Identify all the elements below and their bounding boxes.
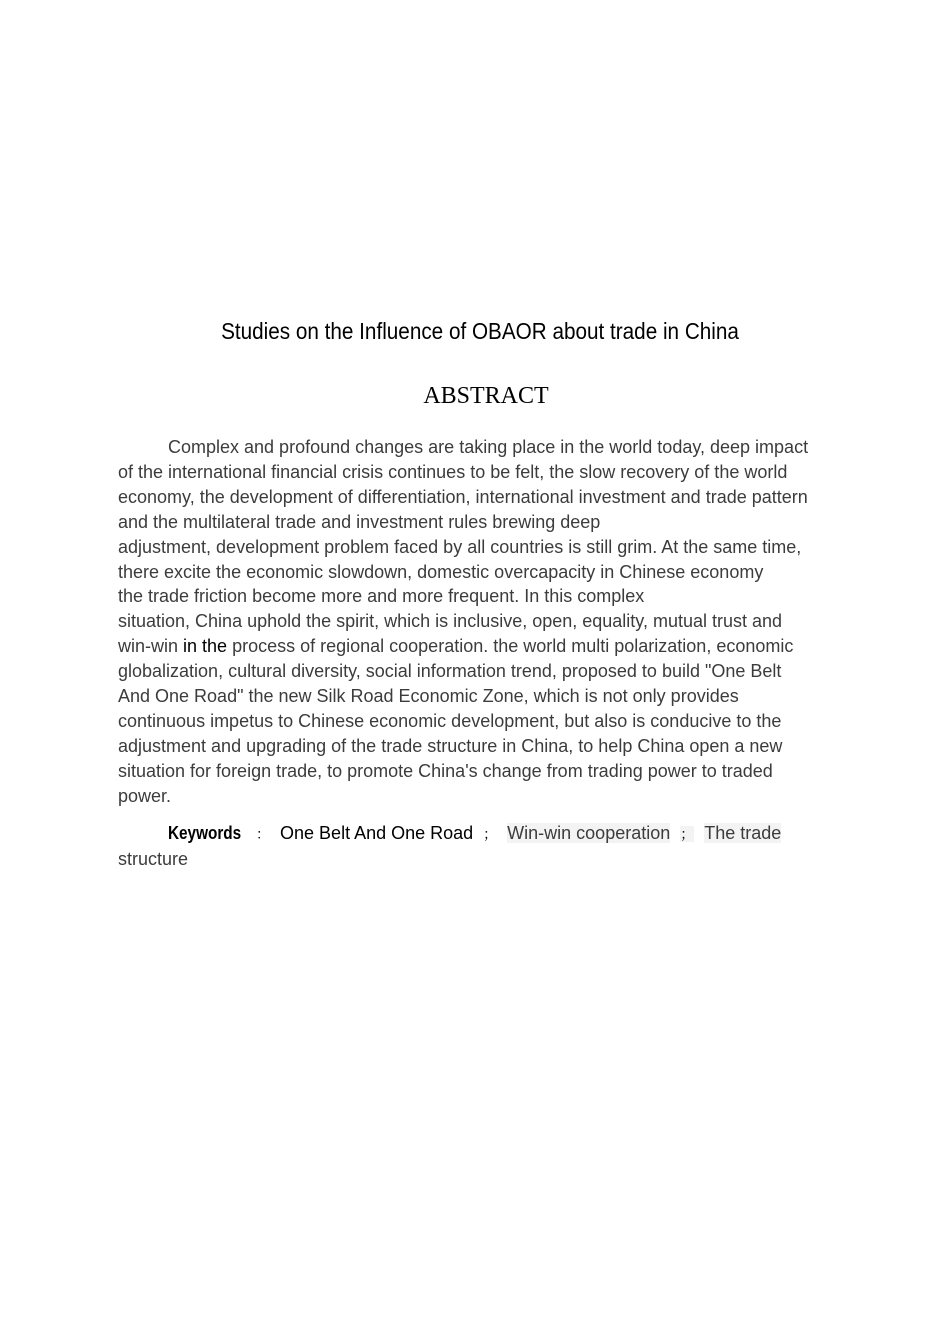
keyword-item: The trade: [704, 823, 782, 843]
keywords-label: Keywords: [168, 823, 242, 843]
abstract-line: adjustment, development problem faced by all countries is still grim. At the same time,: [118, 536, 802, 557]
abstract-line: and the multilateral trade and investment rules brewing deep: [118, 511, 601, 532]
page-title: Studies on the Influence of OBAOR about trade in China: [221, 318, 739, 344]
abstract-line: there excite the economic slowdown, domestic overcapacity in Chinese economy: [118, 561, 764, 582]
abstract-line: the trade friction become more and more frequent. In this complex: [118, 586, 645, 607]
abstract-line: of the international financial crisis continues to be felt, the slow recovery of the world: [118, 461, 788, 482]
keyword-separator: ；: [483, 826, 498, 842]
abstract-body: [118, 435, 858, 809]
abstract-line: [118, 634, 858, 659]
abstract-line: globalization, cultural diversity, social information trend, proposed to build "One Belt: [118, 661, 782, 682]
abstract-text: in the: [183, 636, 228, 657]
abstract-line: continuous impetus to Chinese economic development, but also is conducive to the: [118, 710, 782, 731]
abstract-line: And One Road" the new Silk Road Economic Zone, which is not only provides: [118, 686, 739, 707]
keywords-line: [118, 821, 858, 847]
abstract-line: Complex and profound changes are taking place in the world today, deep impact: [168, 437, 809, 457]
abstract-text: process of regional cooperation. the world multi polarization, economic: [227, 636, 794, 657]
keyword-continuation: structure: [118, 848, 189, 869]
abstract-line: power.: [118, 785, 172, 806]
abstract-line: situation, China uphold the spirit, which is inclusive, open, equality, mutual trust and: [118, 611, 783, 632]
keywords-section: [118, 821, 858, 872]
keyword-item: Win-win cooperation: [507, 823, 671, 843]
abstract-text: win-win: [118, 636, 184, 657]
abstract-line: economy, the development of differentiation, international investment and trade pattern: [118, 486, 808, 507]
keywords-colon: ：: [256, 826, 271, 842]
abstract-heading: ABSTRACT: [423, 383, 549, 409]
abstract-line: situation for foreign trade, to promote China's change from trading power to traded: [118, 760, 773, 781]
abstract-line: adjustment and upgrading of the trade structure in China, to help China open a new: [118, 735, 783, 756]
keyword-separator: ；: [680, 826, 695, 842]
keyword-item: One Belt And One Road: [280, 823, 474, 843]
